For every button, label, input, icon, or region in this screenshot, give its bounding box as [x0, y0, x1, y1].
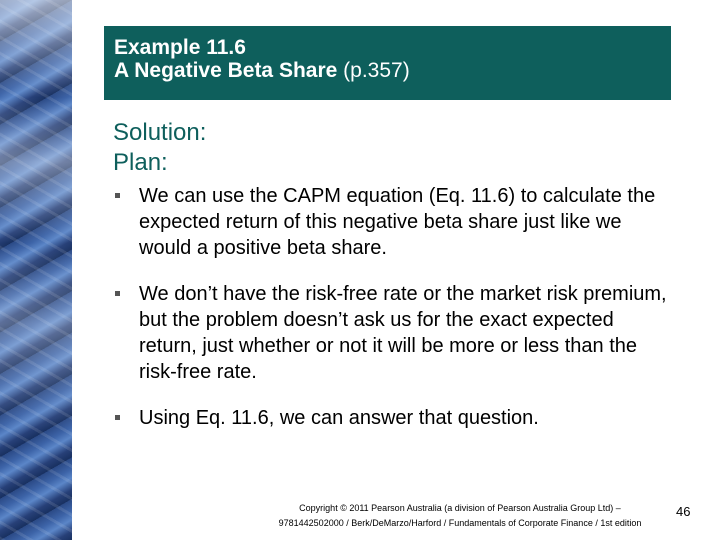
bullet-text: We don’t have the risk-free rate or the market risk premium, but the problem doesn’t ask us for the exact expected return, just whether or not it will be more or less than the risk-free rate. — [139, 283, 667, 383]
bullet-text: Using Eq. 11.6, we can answer that question. — [139, 407, 539, 429]
page-number: 46 — [676, 504, 691, 519]
copyright-footer — [250, 501, 670, 531]
title-bar — [104, 26, 671, 100]
footer-line-2: 9781442502000 / Berk/DeMarzo/Harford / Fundamentals of Corporate Finance / 1st edition — [278, 518, 642, 528]
bullet-item — [113, 405, 673, 431]
footer-line-1: Copyright © 2011 Pearson Australia (a division of Pearson Australia Group Ltd) – — [299, 503, 621, 513]
title-main: A Negative Beta Share — [114, 59, 338, 82]
bullet-item — [113, 281, 673, 385]
title-line-2 — [114, 59, 671, 82]
bullet-list — [113, 183, 673, 451]
slide-heading — [113, 118, 206, 178]
bullet-text: We can use the CAPM equation (Eq. 11.6) to calculate the expected return of this negative beta share just like we would a positive beta share. — [139, 185, 656, 259]
title-line-1: Example 11.6 — [114, 36, 246, 59]
decorative-side-strip — [0, 0, 72, 540]
heading-plan: Plan: — [113, 149, 168, 176]
bullet-square-icon — [115, 415, 120, 420]
heading-solution: Solution: — [113, 119, 207, 146]
bullet-square-icon — [115, 291, 120, 296]
bullet-square-icon — [115, 193, 120, 198]
title-page-ref: (p.357) — [337, 59, 410, 82]
bullet-item — [113, 183, 673, 261]
